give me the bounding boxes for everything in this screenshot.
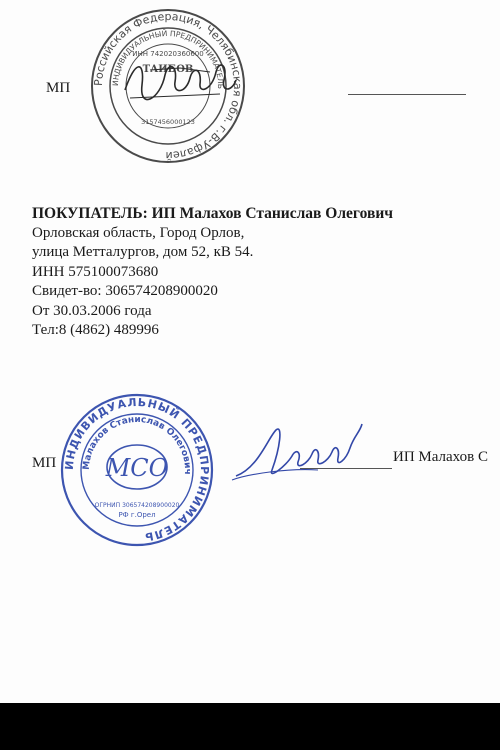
buyer-stamp-city: РФ г.Орел — [118, 511, 156, 519]
buyer-stamp-center: МСО — [105, 454, 169, 482]
buyer-stamp-inner-text: Малахов Станислав Олегович — [81, 414, 193, 475]
buyer-stamp-ring-text: ИНДИВИДУАЛЬНЫЙ ПРЕДПРИНИМАТЕЛЬ — [62, 395, 212, 544]
buyer-address-line-2: улица Метталургов, дом 52, кВ 54. — [32, 244, 254, 260]
seller-signature — [120, 50, 240, 110]
buyer-details — [32, 204, 492, 341]
seller-stamp-center: ТАИБОВ — [142, 64, 194, 75]
buyer-signature-line — [300, 468, 392, 469]
buyer-stamp — [58, 391, 216, 549]
buyer-certificate-date: От 30.03.2006 года — [32, 302, 152, 319]
seller-stamp-ring-text: Российская Федерация, Челябинская обл. г.В-Уфалей — [91, 9, 245, 163]
seller-stamp-inner-text: ИНДИВИДУАЛЬНЫЙ ПРЕДПРИНИМАТЕЛЬ — [110, 28, 226, 90]
buyer-stamp-bottom-text: ОГРНИП 306574208900020 — [94, 502, 180, 509]
buyer-certificate: Свидет-во: 306574208900020 — [32, 283, 218, 299]
buyer-signer-name: ИП Малахов С — [393, 449, 488, 465]
bottom-black-bar — [0, 703, 500, 750]
buyer-phone: Тел:8 (4862) 489996 — [32, 322, 159, 338]
seller-mp-label: МП — [46, 80, 71, 96]
buyer-signature — [228, 418, 378, 488]
buyer-inn: ИНН 575100073680 — [32, 263, 159, 280]
seller-signature-line — [348, 94, 466, 95]
buyer-mp-label: МП — [32, 455, 57, 471]
buyer-heading: ПОКУПАТЕЛЬ: ИП Малахов Станислав Олегович — [32, 205, 393, 222]
buyer-address-line-1: Орловская область, Город Орлов, — [32, 224, 245, 241]
seller-stamp-ogrn: 3157456000123 — [141, 118, 195, 126]
seller-stamp-inn: ИНН 742020360600 — [132, 50, 204, 58]
